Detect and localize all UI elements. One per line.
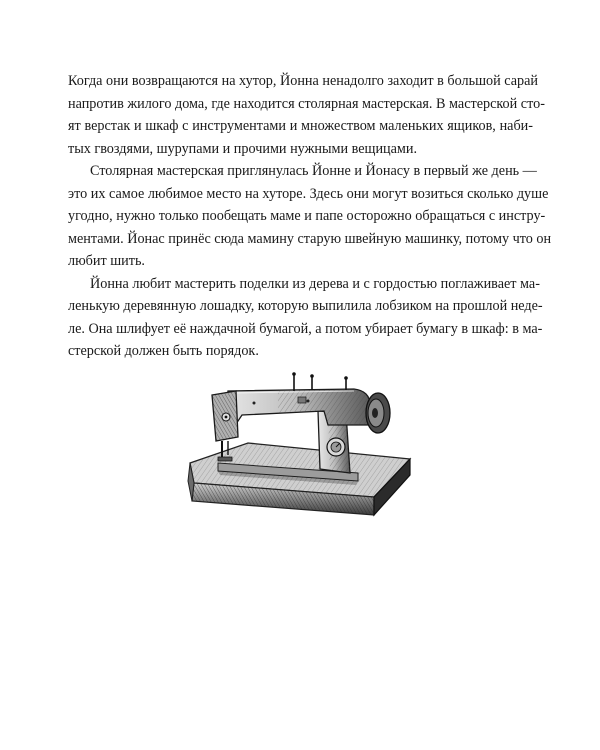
text-line: ленькую деревянную лошадку, которую выпилила лобзиком на прошлой неде-: [68, 298, 543, 314]
text-line: Йонна любит мастерить поделки из дерева и с гордостью поглаживает ма-: [90, 275, 540, 292]
text-line: угодно, нужно только пообещать маме и папе осторожно обращаться с инстру-: [68, 208, 546, 224]
paragraph-3: [68, 273, 543, 363]
text-line: ле. Она шлифует её наждачной бумагой, а потом убирает бумагу в шкаф: в ма-: [68, 320, 543, 337]
text-line: напротив жилого дома, где находится столярная мастерская. В мастерской сто-: [68, 95, 545, 112]
sewing-machine-icon: [178, 355, 428, 535]
paragraph-1: [68, 70, 545, 160]
text-line: стерской должен быть порядок.: [68, 343, 259, 359]
text-line: ят верстак и шкаф с инструментами и множеством маленьких ящиков, наби-: [68, 118, 533, 134]
text-line: Столярная мастерская приглянулась Йонне и Йонасу в первый же день —: [90, 163, 537, 179]
text-line: это их самое любимое место на хуторе. Здесь они могут возиться сколько душе: [68, 185, 549, 202]
text-line: ментами. Йонас принёс сюда мамину старую швейную машинку, потому что он: [68, 230, 552, 247]
text-line: Когда они возвращаются на хутор, Йонна ненадолго заходит в большой сарай: [68, 73, 538, 89]
paragraph-2: [68, 160, 552, 273]
body-text: [68, 70, 552, 363]
text-line: тых гвоздями, шурупами и прочими нужными вещицами.: [68, 140, 418, 157]
text-line: любит шить.: [68, 253, 145, 269]
